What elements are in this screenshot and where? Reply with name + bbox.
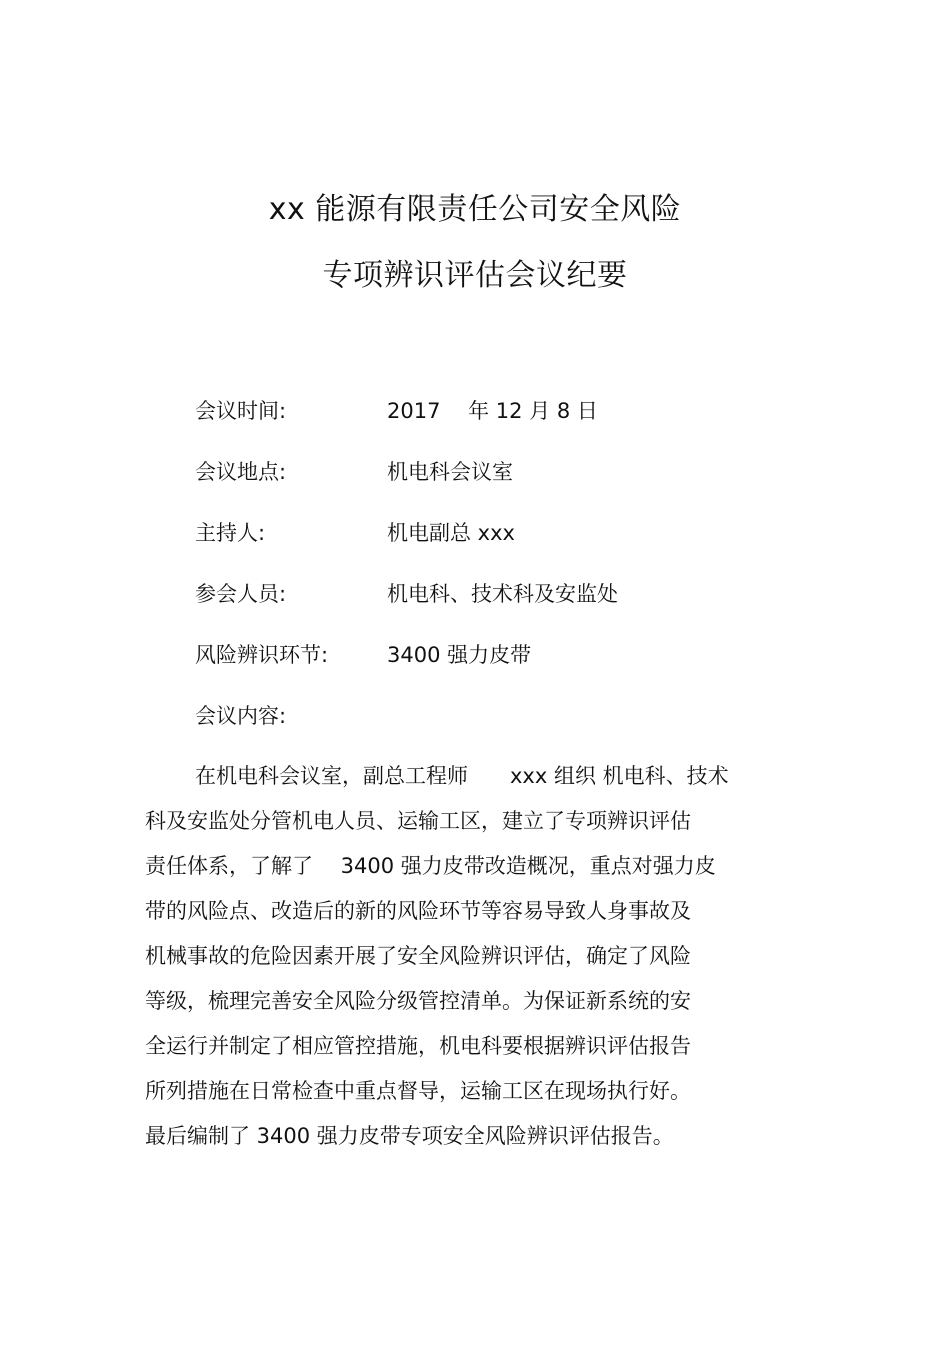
meeting-time-label: 会议时间: [195, 399, 287, 423]
meeting-place-label: 会议地点: [195, 460, 287, 484]
content-line: 带的风险点、改造后的新的风险环节等容易导致人身事故及 [145, 899, 691, 923]
document-title-line-2: 专项辨识评估会议纪要 [322, 258, 628, 293]
content-line: 责任体系，了解了 3400 强力皮带改造概况，重点对强力皮 [145, 854, 716, 878]
meeting-host-value: 机电副总 xxx [387, 521, 515, 545]
meeting-attendees-label: 参会人员: [195, 582, 287, 606]
content-line: 机械事故的危险因素开展了安全风险辨识评估，确定了风险 [145, 944, 691, 968]
content-line: 在机电科会议室，副总工程师 xxx 组织 机电科、技术 [195, 764, 729, 788]
risk-stage-label: 风险辨识环节: [195, 643, 329, 667]
meeting-attendees-value: 机电科、技术科及安监处 [387, 582, 618, 606]
meeting-host-label: 主持人: [195, 521, 266, 545]
risk-stage-value: 3400 强力皮带 [387, 643, 532, 667]
content-line: 所列措施在日常检查中重点督导，运输工区在现场执行好。 [145, 1079, 691, 1103]
document-title-line-1: xx 能源有限责任公司安全风险 [268, 192, 682, 227]
content-line: 等级，梳理完善安全风险分级管控清单。为保证新系统的安 [145, 989, 691, 1013]
content-line: 科及安监处分管机电人员、运输工区，建立了专项辨识评估 [145, 809, 691, 833]
content-line: 最后编制了 3400 强力皮带专项安全风险辨识评估报告。 [145, 1124, 674, 1148]
meeting-time-value: 2017 年 12 月 8 日 [387, 399, 598, 423]
meeting-place-value: 机电科会议室 [387, 460, 513, 484]
meeting-content-label: 会议内容: [195, 704, 287, 728]
content-line: 全运行并制定了相应管控措施，机电科要根据辨识评估报告 [145, 1034, 691, 1058]
